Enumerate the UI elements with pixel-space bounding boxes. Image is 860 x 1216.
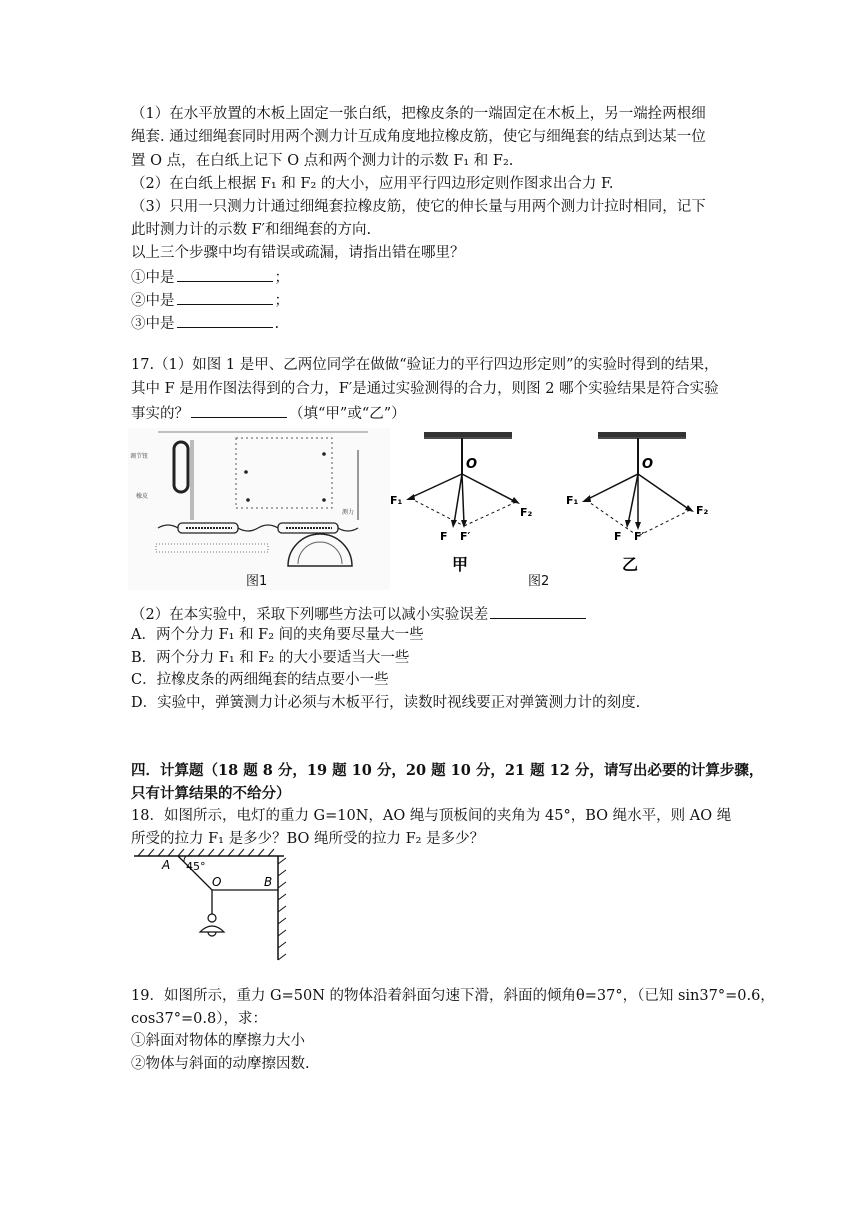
answer3-end: .: [274, 316, 280, 332]
section4-line2: 只有计算结果的不给分）: [131, 785, 291, 802]
answer2-blank[interactable]: [177, 289, 273, 305]
fig18-label-O: O: [212, 875, 222, 889]
answer2-label: ②中是: [131, 293, 175, 309]
q19-line2: cos37°=0.8），求：: [131, 1011, 267, 1027]
fig18-label-A: A: [162, 858, 171, 872]
fig2-caption: 图2: [528, 574, 550, 589]
step2-line1: （2）在白纸上根据 F₁ 和 F₂ 的大小，应用平行四边形定则作图求出合力 F.: [131, 176, 614, 192]
diagram-yi: [566, 432, 709, 574]
fig2-yi-label-Fp: F′: [634, 530, 645, 543]
figure-1: [128, 428, 390, 590]
fig2-yi-label-F: F: [614, 530, 622, 543]
diagram-jia: [390, 432, 533, 574]
step3-line2: 此时测力计的示数 F′和细绳套的方向.: [131, 222, 372, 238]
step1-line2: 绳套. 通过细绳套同时用两个测力计互成角度地拉橡皮筋，使它与细绳套的结点到达某一位: [131, 129, 706, 145]
fig1-caption: 图1: [246, 574, 268, 589]
fig2-yi-label-O: O: [642, 457, 654, 472]
q19-item2: ②物体与斜面的动摩擦因数.: [131, 1056, 310, 1072]
svg-text:调节钮: 调节钮: [130, 453, 149, 460]
answer-row-2: [131, 289, 289, 311]
answer-row-3: [131, 312, 279, 334]
q17-line2: 其中 F 是用作图法得到的合力，F′是通过实验测得的合力，则图 2 哪个实验结果是符合实验: [131, 381, 719, 397]
q19-line1: 19．如图所示，重力 G=50N 的物体沿着斜面匀速下滑，斜面的倾角θ=37°，（已知 sin37°=0.6，: [131, 988, 775, 1004]
answer3-label: ③中是: [131, 316, 175, 332]
answer1-blank[interactable]: [177, 266, 273, 282]
answer-row-1: [131, 266, 289, 288]
fig2-yi-caption: 乙: [622, 555, 639, 574]
svg-text:橡皮: 橡皮: [136, 493, 149, 500]
question-prompt: 以上三个步骤中均有错误或疏漏，请指出错在哪里？: [131, 245, 465, 261]
option-a: A．两个分力 F₁ 和 F₂ 间的夹角要尽量大一些: [131, 627, 424, 643]
fig18-label-B: B: [264, 875, 273, 889]
option-c: C．拉橡皮条的两细绳套的结点要小一些: [131, 672, 389, 688]
figure-18: [128, 848, 294, 964]
q17-line3: [131, 402, 406, 424]
q17-2-line: [131, 603, 588, 625]
q17-answer-blank[interactable]: [191, 402, 287, 418]
fig2-jia-label-Fp: F′: [460, 530, 471, 543]
q17-line3-end: （填“甲”或“乙”）: [289, 406, 406, 422]
answer1-label: ①中是: [131, 270, 175, 286]
fig2-jia-caption: 甲: [452, 555, 469, 574]
q18-line2: 所受的拉力 F₁ 是多少？BO 绳所受的拉力 F₂ 是多少？: [131, 831, 485, 847]
q17-2-text: （2）在本实验中，采取下列哪些方法可以减小实验误差: [131, 607, 489, 623]
fig2-yi-label-F2: F₂: [696, 504, 709, 517]
answer1-end: ；: [274, 270, 289, 286]
option-b: B．两个分力 F₁ 和 F₂ 的大小要适当大一些: [131, 650, 410, 666]
step1-line3: 置 O 点，在白纸上记下 O 点和两个测力计的示数 F₁ 和 F₂.: [131, 153, 514, 169]
fig2-yi-label-F1: F₁: [566, 494, 579, 507]
fig2-jia-label-F1: F₁: [390, 494, 403, 507]
q17-line1: 17.（1）如图 1 是甲、乙两位同学在做做“验证力的平行四边形定则”的实验时得到的结果，: [131, 357, 719, 373]
option-d: D．实验中，弹簧测力计必须与木板平行，读数时视线要正对弹簧测力计的刻度.: [131, 695, 641, 711]
q19-item1: ①斜面对物体的摩擦力大小: [131, 1033, 305, 1049]
fig2-jia-label-F: F: [440, 530, 448, 543]
fig18-label-angle: 45°: [186, 860, 206, 873]
step3-line1: （3）只用一只测力计通过细绳套拉橡皮筋，使它的伸长量与用两个测力计拉时相同，记下: [131, 199, 706, 215]
figure-2: [388, 428, 728, 590]
q17-2-answer-blank[interactable]: [490, 603, 586, 619]
step1-line1: （1）在水平放置的木板上固定一张白纸，把橡皮条的一端固定在木板上，另一端拴两根细: [131, 106, 706, 122]
q18-line1: 18．如图所示，电灯的重力 G=10N，AO 绳与顶板间的夹角为 45°，BO 绳水平，则 AO 绳: [131, 808, 732, 824]
svg-text:测力: 测力: [342, 509, 355, 516]
q17-line3-start: 事实的？: [131, 406, 189, 422]
fig2-jia-label-O: O: [466, 457, 478, 472]
fig2-jia-label-F2: F₂: [520, 506, 533, 519]
answer2-end: ；: [274, 293, 289, 309]
answer3-blank[interactable]: [177, 312, 273, 328]
section4-line1: 四．计算题（18 题 8 分，19 题 10 分，20 题 10 分，21 题 12 分，请写出必要的计算步骤，: [131, 762, 764, 779]
